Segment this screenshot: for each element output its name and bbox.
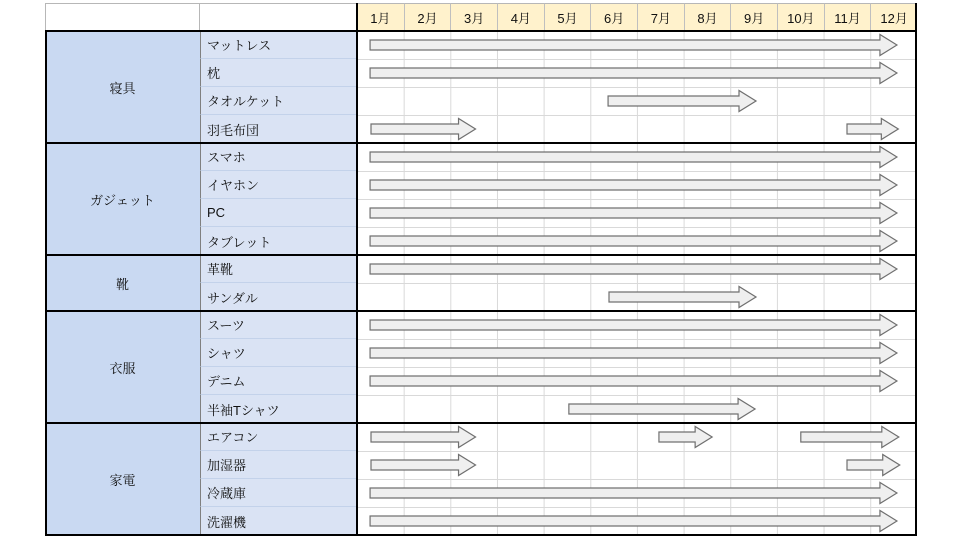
- gantt-row-arrows: [357, 283, 917, 311]
- gantt-row-arrows: [357, 31, 917, 59]
- gantt-row-arrows: [357, 59, 917, 87]
- item-cell[interactable]: スマホ: [200, 143, 357, 171]
- item-cell[interactable]: タブレット: [200, 227, 357, 255]
- gantt-row-arrows: [357, 423, 917, 451]
- gantt-row-arrows: [357, 311, 917, 339]
- gantt-row-arrows: [357, 199, 917, 227]
- item-cell[interactable]: 革靴: [200, 255, 357, 283]
- item-cell[interactable]: マットレス: [200, 31, 357, 59]
- gantt-arrow[interactable]: [370, 315, 897, 336]
- gantt-arrow[interactable]: [608, 91, 756, 112]
- gantt-row-arrows: [357, 339, 917, 367]
- item-cell[interactable]: エアコン: [200, 423, 357, 451]
- gantt-arrow[interactable]: [370, 259, 897, 280]
- section-border-line: [45, 422, 917, 424]
- gantt-arrow[interactable]: [371, 119, 476, 140]
- gantt-row-arrows: [357, 479, 917, 507]
- gantt-row-arrows: [357, 171, 917, 199]
- table-left-border: [45, 30, 47, 535]
- gantt-arrow[interactable]: [847, 455, 900, 476]
- month-header-cell[interactable]: 11月: [824, 3, 871, 31]
- month-header-cell[interactable]: 10月: [777, 3, 824, 31]
- month-header-cell[interactable]: 2月: [404, 3, 451, 31]
- month-header-cell[interactable]: 3月: [450, 3, 497, 31]
- category-cell-4[interactable]: 衣服: [45, 311, 200, 423]
- month-header-cell[interactable]: 12月: [870, 3, 917, 31]
- gantt-row-arrows: [357, 143, 917, 171]
- gantt-arrow[interactable]: [569, 399, 755, 420]
- gantt-arrow[interactable]: [801, 427, 899, 448]
- item-cell[interactable]: 枕: [200, 59, 357, 87]
- month-header-cell[interactable]: 4月: [497, 3, 544, 31]
- gantt-arrow[interactable]: [370, 231, 897, 252]
- gantt-arrow[interactable]: [370, 35, 897, 56]
- corner-cell-category[interactable]: [45, 3, 200, 31]
- gantt-arrow[interactable]: [370, 175, 897, 196]
- category-cell-2[interactable]: ガジェット: [45, 143, 200, 255]
- item-cell[interactable]: サンダル: [200, 283, 357, 311]
- item-cell[interactable]: イヤホン: [200, 171, 357, 199]
- gantt-arrow[interactable]: [371, 455, 476, 476]
- gantt-arrow[interactable]: [370, 343, 897, 364]
- section-border-line: [45, 310, 917, 312]
- gantt-arrow[interactable]: [370, 371, 897, 392]
- item-cell[interactable]: タオルケット: [200, 87, 357, 115]
- category-cell-5[interactable]: 家電: [45, 423, 200, 535]
- gantt-arrow[interactable]: [847, 119, 898, 140]
- section-border-line: [45, 534, 917, 536]
- table-right-border: [915, 3, 917, 535]
- item-cell[interactable]: 加湿器: [200, 451, 357, 479]
- gantt-arrow[interactable]: [370, 63, 897, 84]
- gantt-arrow[interactable]: [370, 147, 897, 168]
- gantt-row-arrows: [357, 507, 917, 535]
- month-header-cell[interactable]: 8月: [684, 3, 731, 31]
- gantt-arrow[interactable]: [609, 287, 756, 308]
- gantt-arrow[interactable]: [370, 483, 897, 504]
- month-header-cell[interactable]: 1月: [357, 3, 404, 31]
- section-border-line: [45, 142, 917, 144]
- month-header-cell[interactable]: 9月: [730, 3, 777, 31]
- item-cell[interactable]: 洗濯機: [200, 507, 357, 535]
- month-header-cell[interactable]: 7月: [637, 3, 684, 31]
- gantt-table: [45, 3, 917, 535]
- item-cell[interactable]: 半袖Tシャツ: [200, 395, 357, 423]
- gantt-arrow[interactable]: [659, 427, 712, 448]
- month-area-left-border: [356, 3, 358, 535]
- gantt-row-arrows: [357, 395, 917, 423]
- item-cell[interactable]: スーツ: [200, 311, 357, 339]
- category-cell-1[interactable]: 寝具: [45, 31, 200, 143]
- item-cell[interactable]: 冷蔵庫: [200, 479, 357, 507]
- corner-cell-item[interactable]: [199, 3, 357, 31]
- gantt-row-arrows: [357, 255, 917, 283]
- gantt-arrow[interactable]: [371, 427, 476, 448]
- item-cell[interactable]: シャツ: [200, 339, 357, 367]
- gantt-row-arrows: [357, 227, 917, 255]
- month-header-cell[interactable]: 5月: [544, 3, 591, 31]
- item-cell[interactable]: PC: [200, 199, 357, 227]
- gantt-row-arrows: [357, 87, 917, 115]
- gantt-arrow[interactable]: [370, 511, 897, 532]
- gantt-row-arrows: [357, 367, 917, 395]
- item-cell[interactable]: 羽毛布団: [200, 115, 357, 143]
- item-cell[interactable]: デニム: [200, 367, 357, 395]
- category-cell-3[interactable]: 靴: [45, 255, 200, 311]
- section-border-line: [45, 30, 917, 32]
- month-header-cell[interactable]: 6月: [590, 3, 637, 31]
- gantt-row-arrows: [357, 115, 917, 143]
- section-border-line: [45, 254, 917, 256]
- gantt-row-arrows: [357, 451, 917, 479]
- gantt-arrow[interactable]: [370, 203, 897, 224]
